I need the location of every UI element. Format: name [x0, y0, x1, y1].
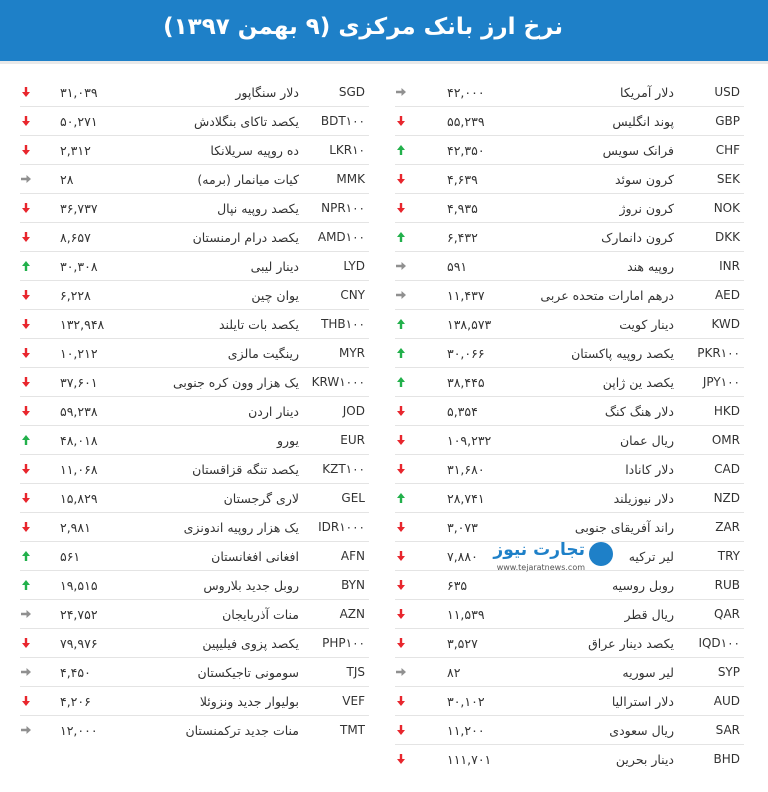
currency-name: دینار کویت	[619, 317, 674, 332]
trend-down-arrow-icon	[395, 753, 407, 765]
trend-down-arrow-icon	[395, 579, 407, 591]
trend-down-arrow-icon	[20, 231, 32, 243]
trend-down-arrow-icon	[395, 695, 407, 707]
currency-name: لاری گرجستان	[223, 491, 299, 506]
watermark-url: www.tejaratnews.com	[496, 563, 585, 572]
rate-row	[20, 571, 369, 600]
currency-rate: ۱۱,۵۳۹	[447, 607, 485, 622]
currency-name: بولیوار جدید ونزوئلا	[199, 694, 299, 709]
currency-code: THB۱۰۰	[321, 317, 365, 331]
currency-rate: ۵۰,۲۷۱	[60, 114, 98, 129]
currency-name: کرون دانمارک	[601, 230, 674, 245]
currency-code: MMK	[336, 172, 365, 186]
currency-name: یکصد ین ژاپن	[602, 375, 674, 390]
currency-rate: ۸۲	[447, 665, 461, 680]
currency-rate: ۶,۴۳۲	[447, 230, 478, 245]
currency-rate: ۳۶,۷۳۷	[60, 201, 98, 216]
trend-down-arrow-icon	[20, 492, 32, 504]
currency-name: یکصد روپیه پاکستان	[571, 346, 674, 361]
rate-row	[20, 252, 369, 281]
currency-rate: ۶۳۵	[447, 578, 468, 593]
trend-down-arrow-icon	[395, 637, 407, 649]
rate-row	[20, 339, 369, 368]
trend-down-arrow-icon	[20, 144, 32, 156]
rate-row	[395, 194, 744, 223]
rate-row	[20, 281, 369, 310]
trend-up-arrow-icon	[395, 144, 407, 156]
watermark-logo	[488, 540, 613, 576]
trend-down-arrow-icon	[20, 376, 32, 388]
rate-row	[20, 194, 369, 223]
currency-name: یورو	[276, 433, 299, 448]
trend-down-arrow-icon	[20, 289, 32, 301]
trend-up-arrow-icon	[20, 434, 32, 446]
currency-rate: ۴,۴۵۰	[60, 665, 91, 680]
currency-code: NPR۱۰۰	[321, 201, 365, 215]
currency-rate: ۱۲,۰۰۰	[60, 723, 98, 738]
currency-name: ریال قطر	[624, 607, 674, 622]
currency-name: منات جدید ترکمنستان	[185, 723, 299, 738]
currency-code: RUB	[714, 578, 740, 592]
trend-flat-arrow-icon	[20, 608, 32, 620]
rate-row	[395, 107, 744, 136]
trend-down-arrow-icon	[20, 695, 32, 707]
rate-row	[20, 78, 369, 107]
trend-down-arrow-icon	[395, 173, 407, 185]
currency-code: IDR۱۰۰۰	[318, 520, 365, 534]
rate-row	[20, 455, 369, 484]
rate-row	[20, 397, 369, 426]
currency-code: TMT	[339, 723, 365, 737]
rate-row	[20, 223, 369, 252]
trend-down-arrow-icon	[395, 463, 407, 475]
currency-code: OMR	[711, 433, 740, 447]
currency-name: یکصد پزوی فیلیپین	[202, 636, 299, 651]
currency-code: KZT۱۰۰	[322, 462, 365, 476]
rate-row	[20, 368, 369, 397]
currency-rate: ۳,۰۷۳	[447, 520, 478, 535]
currency-rate: ۳۷,۶۰۱	[60, 375, 98, 390]
currency-name: روبل روسیه	[611, 578, 674, 593]
currency-rate: ۷۹,۹۷۶	[60, 636, 98, 651]
currency-rate: ۳۱,۶۸۰	[447, 462, 485, 477]
currency-rate: ۱۱,۴۳۷	[447, 288, 485, 303]
currency-name: دلار هنگ کنگ	[604, 404, 674, 419]
currency-name: کرون سوئد	[614, 172, 674, 187]
trend-up-arrow-icon	[395, 492, 407, 504]
currency-code: GEL	[341, 491, 365, 505]
trend-down-arrow-icon	[395, 608, 407, 620]
currency-code: GBP	[715, 114, 740, 128]
currency-name: یکصد بات تایلند	[218, 317, 299, 332]
currency-name: رینگیت مالزی	[227, 346, 299, 361]
trend-flat-arrow-icon	[395, 86, 407, 98]
rate-row	[20, 542, 369, 571]
currency-rate: ۴,۶۳۹	[447, 172, 478, 187]
currency-rate: ۳,۵۲۷	[447, 636, 478, 651]
currency-code: INR	[719, 259, 740, 273]
currency-name: لیر ترکیه	[628, 549, 674, 564]
currency-code: VEF	[342, 694, 365, 708]
trend-up-arrow-icon	[395, 318, 407, 330]
trend-up-arrow-icon	[395, 347, 407, 359]
currency-name: کیات میانمار (برمه)	[197, 172, 299, 187]
currency-name: یکصد دینار عراق	[588, 636, 674, 651]
currency-rate: ۵۹,۲۳۸	[60, 404, 98, 419]
rate-row	[395, 629, 744, 658]
currency-code: CHF	[715, 143, 740, 157]
trend-flat-arrow-icon	[395, 289, 407, 301]
rate-row	[20, 513, 369, 542]
currency-name: ریال سعودی	[609, 723, 674, 738]
currency-name: دلار سنگاپور	[235, 85, 299, 100]
rate-row	[395, 223, 744, 252]
rate-row	[395, 745, 744, 774]
currency-name: یک هزار روپیه اندونزی	[183, 520, 299, 535]
currency-name: دلار کانادا	[625, 462, 674, 477]
currency-code: TJS	[346, 665, 365, 679]
trend-up-arrow-icon	[20, 579, 32, 591]
trend-down-arrow-icon	[395, 434, 407, 446]
trend-down-arrow-icon	[20, 318, 32, 330]
rate-row	[395, 397, 744, 426]
rate-row	[395, 339, 744, 368]
currency-code: AZN	[339, 607, 365, 621]
rate-row	[20, 716, 369, 745]
currency-rate: ۱۳۲,۹۴۸	[60, 317, 105, 332]
trend-up-arrow-icon	[20, 550, 32, 562]
currency-code: BYN	[341, 578, 365, 592]
currency-rate: ۵۵,۲۳۹	[447, 114, 485, 129]
rate-row	[395, 455, 744, 484]
currency-name: پوند انگلیس	[612, 114, 674, 129]
currency-code: LYD	[343, 259, 365, 273]
currency-name: کرون نروژ	[619, 201, 674, 216]
trend-flat-arrow-icon	[395, 260, 407, 272]
logo-mark-icon	[589, 542, 613, 566]
currency-rate: ۳۰,۳۰۸	[60, 259, 98, 274]
rate-row	[395, 484, 744, 513]
rate-row	[395, 368, 744, 397]
trend-flat-arrow-icon	[20, 724, 32, 736]
currency-code: JPY۱۰۰	[702, 375, 740, 389]
currency-name: یوان چین	[251, 288, 299, 303]
currency-name: دینار لیبی	[250, 259, 299, 274]
currency-code: LKR۱۰	[329, 143, 365, 157]
currency-rate: ۸,۶۵۷	[60, 230, 91, 245]
currency-name: دلار استرالیا	[611, 694, 674, 709]
currency-rate: ۳۰,۱۰۲	[447, 694, 485, 709]
currency-code: SGD	[338, 85, 365, 99]
trend-flat-arrow-icon	[20, 173, 32, 185]
currency-rate: ۵۹۱	[447, 259, 468, 274]
currency-rate: ۵,۳۵۴	[447, 404, 478, 419]
currency-code: QAR	[714, 607, 740, 621]
currency-rate: ۵۶۱	[60, 549, 81, 564]
currency-code: KRW۱۰۰۰	[311, 375, 365, 389]
trend-down-arrow-icon	[20, 202, 32, 214]
trend-flat-arrow-icon	[20, 666, 32, 678]
rate-row	[395, 426, 744, 455]
currency-rate: ۲۸,۷۴۱	[447, 491, 485, 506]
currency-code: AUD	[713, 694, 740, 708]
currency-name: افغانی افغانستان	[211, 549, 299, 564]
currency-code: KWD	[711, 317, 740, 331]
currency-name: یک هزار وون کره جنوبی	[172, 375, 299, 390]
currency-name: یکصد تاکای بنگلادش	[194, 114, 299, 129]
currency-rate: ۲۴,۷۵۲	[60, 607, 98, 622]
rate-row	[395, 687, 744, 716]
rate-row	[395, 716, 744, 745]
page-title: نرخ ارز بانک مرکزی (۹ بهمن ۱۳۹۷)	[163, 14, 563, 40]
currency-rate: ۳۰,۰۶۶	[447, 346, 485, 361]
rate-row	[20, 426, 369, 455]
currency-code: SYP	[717, 665, 740, 679]
rate-row	[395, 513, 744, 542]
currency-code: ZAR	[715, 520, 740, 534]
currency-name: درهم امارات متحده عربی	[540, 288, 674, 303]
rate-row	[20, 107, 369, 136]
trend-down-arrow-icon	[20, 463, 32, 475]
rates-column-left	[20, 78, 369, 745]
currency-name: دلار آمریکا	[620, 85, 674, 100]
currency-code: AMD۱۰۰	[317, 230, 365, 244]
currency-code: JOD	[342, 404, 365, 418]
trend-flat-arrow-icon	[395, 666, 407, 678]
rate-row	[395, 136, 744, 165]
currency-code: AED	[714, 288, 740, 302]
watermark-brand: تجارت نیوز	[493, 540, 585, 560]
rates-column-right	[395, 78, 744, 774]
rate-row	[20, 658, 369, 687]
currency-rate: ۴,۹۳۵	[447, 201, 478, 216]
currency-name: منات آذربایجان	[222, 607, 299, 622]
currency-code: USD	[714, 85, 740, 99]
currency-name: یکصد روپیه نپال	[217, 201, 299, 216]
trend-down-arrow-icon	[20, 86, 32, 98]
rate-row	[20, 687, 369, 716]
rate-row	[20, 136, 369, 165]
trend-down-arrow-icon	[20, 637, 32, 649]
currency-code: AFN	[340, 549, 365, 563]
currency-name: سومونی تاجیکستان	[197, 665, 299, 680]
trend-down-arrow-icon	[20, 405, 32, 417]
currency-code: PHP۱۰۰	[322, 636, 365, 650]
currency-rate: ۴۲,۳۵۰	[447, 143, 485, 158]
currency-rate: ۶,۲۲۸	[60, 288, 91, 303]
trend-up-arrow-icon	[20, 260, 32, 272]
currency-code: CAD	[714, 462, 740, 476]
currency-name: ریال عمان	[619, 433, 674, 448]
trend-down-arrow-icon	[395, 724, 407, 736]
currency-rate: ۳۱,۰۳۹	[60, 85, 98, 100]
rate-row	[20, 629, 369, 658]
rate-row	[20, 484, 369, 513]
rate-row	[20, 600, 369, 629]
currency-rate: ۲,۹۸۱	[60, 520, 91, 535]
currency-name: راند آفریقای جنوبی	[574, 520, 674, 535]
rate-row	[20, 310, 369, 339]
currency-rate: ۷,۸۸۰	[447, 549, 478, 564]
trend-down-arrow-icon	[395, 521, 407, 533]
trend-down-arrow-icon	[20, 115, 32, 127]
currency-code: NZD	[713, 491, 740, 505]
currency-rate: ۴۲,۰۰۰	[447, 85, 485, 100]
currency-code: BHD	[713, 752, 740, 766]
currency-code: PKR۱۰۰	[697, 346, 740, 360]
rate-row	[395, 281, 744, 310]
header-banner	[0, 0, 768, 64]
currency-rate: ۳۸,۴۴۵	[447, 375, 485, 390]
trend-down-arrow-icon	[395, 202, 407, 214]
trend-down-arrow-icon	[20, 347, 32, 359]
currency-rate: ۴,۲۰۶	[60, 694, 91, 709]
currency-name: دینار بحرین	[615, 752, 674, 767]
currency-rate: ۱۰۹,۲۳۲	[447, 433, 492, 448]
currency-name: لیر سوریه	[622, 665, 674, 680]
currency-name: فرانک سویس	[602, 143, 674, 158]
currency-name: یکصد درام ارمنستان	[192, 230, 299, 245]
rate-row	[395, 165, 744, 194]
rate-row	[395, 78, 744, 107]
trend-up-arrow-icon	[395, 376, 407, 388]
currency-rate: ۲,۳۱۲	[60, 143, 91, 158]
currency-rate: ۱۹,۵۱۵	[60, 578, 98, 593]
currency-code: CNY	[340, 288, 365, 302]
currency-code: MYR	[338, 346, 365, 360]
currency-code: HKD	[713, 404, 740, 418]
currency-rate: ۱۱,۲۰۰	[447, 723, 485, 738]
currency-code: EUR	[340, 433, 365, 447]
trend-down-arrow-icon	[395, 405, 407, 417]
currency-name: روبل جدید بلاروس	[203, 578, 299, 593]
currency-code: TRY	[717, 549, 740, 563]
currency-code: BDT۱۰۰	[320, 114, 365, 128]
currency-rate: ۲۸	[60, 172, 74, 187]
currency-rate: ۱۰,۲۱۲	[60, 346, 98, 361]
rate-row	[395, 310, 744, 339]
rate-row	[395, 252, 744, 281]
currency-code: DKK	[715, 230, 740, 244]
currency-name: یکصد تنگه قزاقستان	[192, 462, 299, 477]
trend-down-arrow-icon	[395, 550, 407, 562]
currency-name: دینار اردن	[248, 404, 299, 419]
currency-name: روپیه هند	[627, 259, 674, 274]
currency-name: دلار نیوزیلند	[613, 491, 674, 506]
currency-rate: ۱۱۱,۷۰۱	[447, 752, 492, 767]
currency-rate: ۱۳۸,۵۷۳	[447, 317, 492, 332]
rate-row	[395, 658, 744, 687]
trend-down-arrow-icon	[20, 521, 32, 533]
currency-code: SAR	[715, 723, 740, 737]
rate-row	[20, 165, 369, 194]
rate-row	[395, 600, 744, 629]
currency-code: IQD۱۰۰	[698, 636, 740, 650]
currency-rate: ۱۱,۰۶۸	[60, 462, 98, 477]
trend-down-arrow-icon	[395, 115, 407, 127]
currency-rate: ۴۸,۰۱۸	[60, 433, 98, 448]
currency-rate: ۱۵,۸۲۹	[60, 491, 98, 506]
currency-name: ده روپیه سریلانکا	[210, 143, 299, 158]
currency-code: SEK	[716, 172, 740, 186]
trend-up-arrow-icon	[395, 231, 407, 243]
currency-code: NOK	[713, 201, 740, 215]
